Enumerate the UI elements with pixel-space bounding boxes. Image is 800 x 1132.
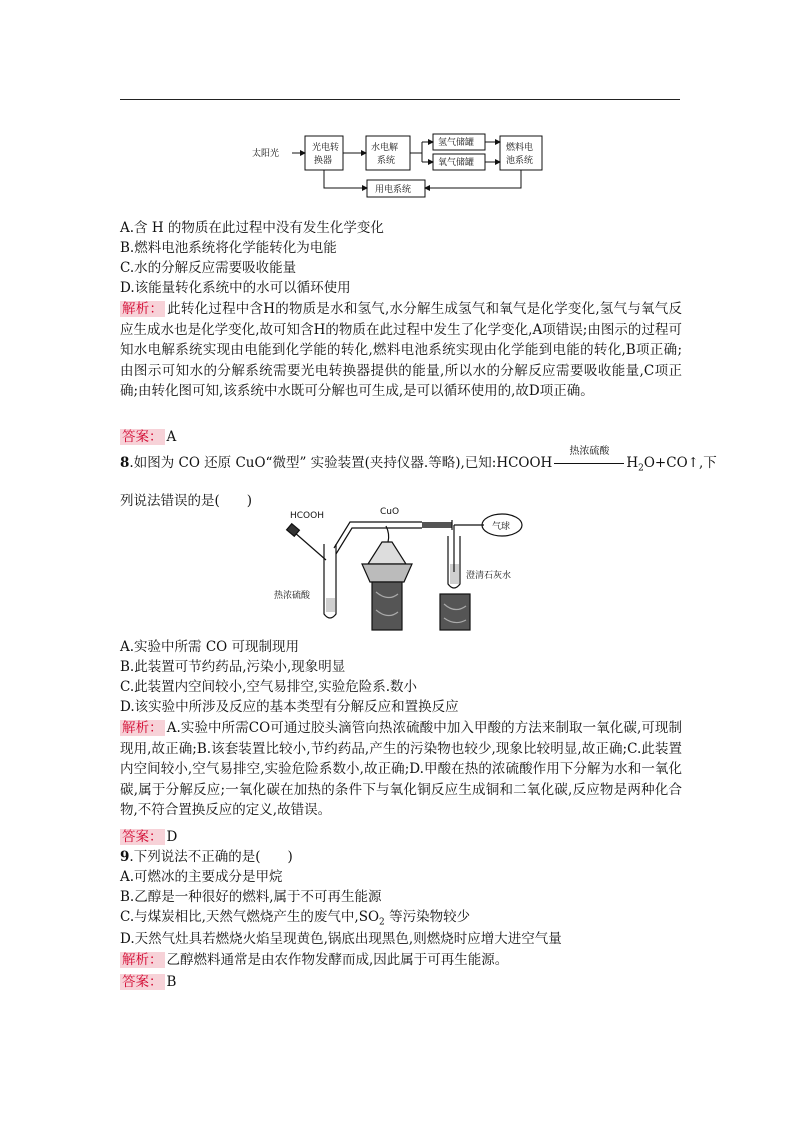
q8-stem-c: O+CO↑,下 xyxy=(643,455,717,471)
energy-flow-diagram xyxy=(250,130,550,202)
q9-answer xyxy=(120,972,176,993)
q8-answer-value: D xyxy=(166,829,178,845)
q8-answer xyxy=(120,827,177,848)
answer-tag: 答案： xyxy=(122,974,163,990)
q8-option-d: D.该实验中所涉及反应的基本类型有分解反应和置换反应 xyxy=(120,699,459,715)
q9-option-c-sub: 2 xyxy=(379,917,385,928)
q9-analysis xyxy=(120,950,508,971)
q9-answer-value: B xyxy=(166,974,177,990)
q9-option-a: A.可燃冰的主要成分是甲烷 xyxy=(120,869,283,885)
sun-label: 太阳光 xyxy=(252,149,280,159)
q9-option-c-post: 等污染物较少 xyxy=(384,909,471,925)
q8-number: 8 xyxy=(120,455,130,471)
cuo-label: CuO xyxy=(380,507,400,517)
limewater-label: 澄清石灰水 xyxy=(466,571,512,581)
fc-label-1: 燃料电 xyxy=(506,143,534,153)
q7-analysis-text: 此转化过程中含H的物质是水和氢气,水分解生成氢气和氧气是化学变化,氢气与氧气反应生成水也是化学变化,故可知含H的物质在此过程中发生了化学变化,A项错误;由图示的过程可知水电解系统实现由电能到化学能的转化,燃料电池系统实现由化学能到电能的转化,B项正确;由图示可知水的分解系统需要光电转换器提供的能量,所以水的分解反应需要吸收能量,C项正确;由转化图可知,该系统中水既可分解也可生成,是可以循环使用的,故D项正确。 xyxy=(120,301,682,399)
apparatus-figure xyxy=(272,502,534,632)
reaction-condition: 热浓硫酸 xyxy=(569,446,610,457)
q8-stem-a: .如图为 CO 还原 CuO“微型” 实验装置(夹持仪器.等略),已知:HCOOH xyxy=(129,455,553,471)
header-rule xyxy=(120,99,680,100)
h2-label: 氢气储罐 xyxy=(438,138,475,148)
q9-option-b: B.乙醇是一种很好的燃料,属于不可再生能源 xyxy=(120,889,382,905)
answer-tag: 答案： xyxy=(122,429,163,445)
q8-analysis xyxy=(120,718,682,821)
o2-label: 氧气储罐 xyxy=(438,158,475,168)
hcooh-label: HCOOH xyxy=(290,511,324,521)
q7-option-a: A.含 H 的物质在此过程中没有发生化学变化 xyxy=(120,220,384,236)
q8-option-a: A.实验中所需 CO 可现制现用 xyxy=(120,639,300,655)
q7-answer xyxy=(120,427,176,448)
analysis-tag: 解析： xyxy=(122,301,164,317)
q9-option-c-pre: C.与煤炭相比,天然气燃烧产生的废气中,SO xyxy=(120,909,380,925)
q9-stem-text: .下列说法不正确的是( ) xyxy=(129,849,293,865)
elec-label-2: 系统 xyxy=(377,156,396,166)
analysis-tag: 解析： xyxy=(122,720,163,736)
fc-label-2: 池系统 xyxy=(506,156,534,166)
q8-stem-sub: 2 xyxy=(638,463,644,474)
pv-label-1: 光电转 xyxy=(312,143,340,153)
alcohol-lamp xyxy=(368,542,406,564)
q8-option-b: B.此装置可节约药品,污染小,现象明显 xyxy=(120,659,346,675)
q8-analysis-text: A.实验中所需CO可通过胶头滴管向热浓硫酸中加入甲酸的方法来制取一氧化碳,可现制现用,故正确;B.该套装置比较小,节约药品,产生的污染物也较少,现象比较明显,故正确;C.此装置内空间较小,空气易排空,实验危险系数小,故正确;D.甲酸在热的浓硫酸作用下分解为水和一氧化碳,属于分解反应;一氧化碳在加热的条件下与氧化铜反应生成铜和二氧化碳,反应物是两种化合物,不符合置换反应的定义,故错误。 xyxy=(120,720,682,818)
dropper xyxy=(294,532,326,560)
reaction-arrow xyxy=(552,446,626,474)
q9-number: 9 xyxy=(120,849,130,865)
q7-option-b: B.燃料电池系统将化学能转化为电能 xyxy=(120,240,337,256)
q7-option-c: C.水的分解反应需要吸收能量 xyxy=(120,260,297,276)
elec-label-1: 水电解 xyxy=(371,143,399,153)
q9-option-d: D.天然气灶具若燃烧火焰呈现黄色,锅底出现黑色,则燃烧时应增大进空气量 xyxy=(120,931,562,947)
q8-stem-b: H xyxy=(626,455,639,471)
balloon-label: 气球 xyxy=(492,522,511,532)
answer-tag: 答案： xyxy=(122,829,163,845)
q8-stem-line2: 列说法错误的是( ) xyxy=(120,493,253,509)
stand-block-left xyxy=(372,582,402,630)
analysis-tag: 解析： xyxy=(122,952,163,968)
q7-analysis xyxy=(120,299,682,402)
q7-answer-value: A xyxy=(166,429,177,445)
q8-stem xyxy=(120,446,717,480)
acid-label: 热浓硫酸 xyxy=(274,591,311,601)
q7-option-d: D.该能量转化系统中的水可以循环使用 xyxy=(120,280,351,296)
q9-analysis-text: 乙醇燃料通常是由农作物发酵而成,因此属于可再生能源。 xyxy=(166,952,509,968)
q8-option-c: C.此装置内空间较小,空气易排空,实验危险系.数小 xyxy=(120,679,418,695)
q9-stem xyxy=(120,847,293,868)
use-label: 用电系统 xyxy=(375,185,412,195)
pv-label-2: 换器 xyxy=(314,156,333,166)
stand-block-right xyxy=(440,594,470,630)
